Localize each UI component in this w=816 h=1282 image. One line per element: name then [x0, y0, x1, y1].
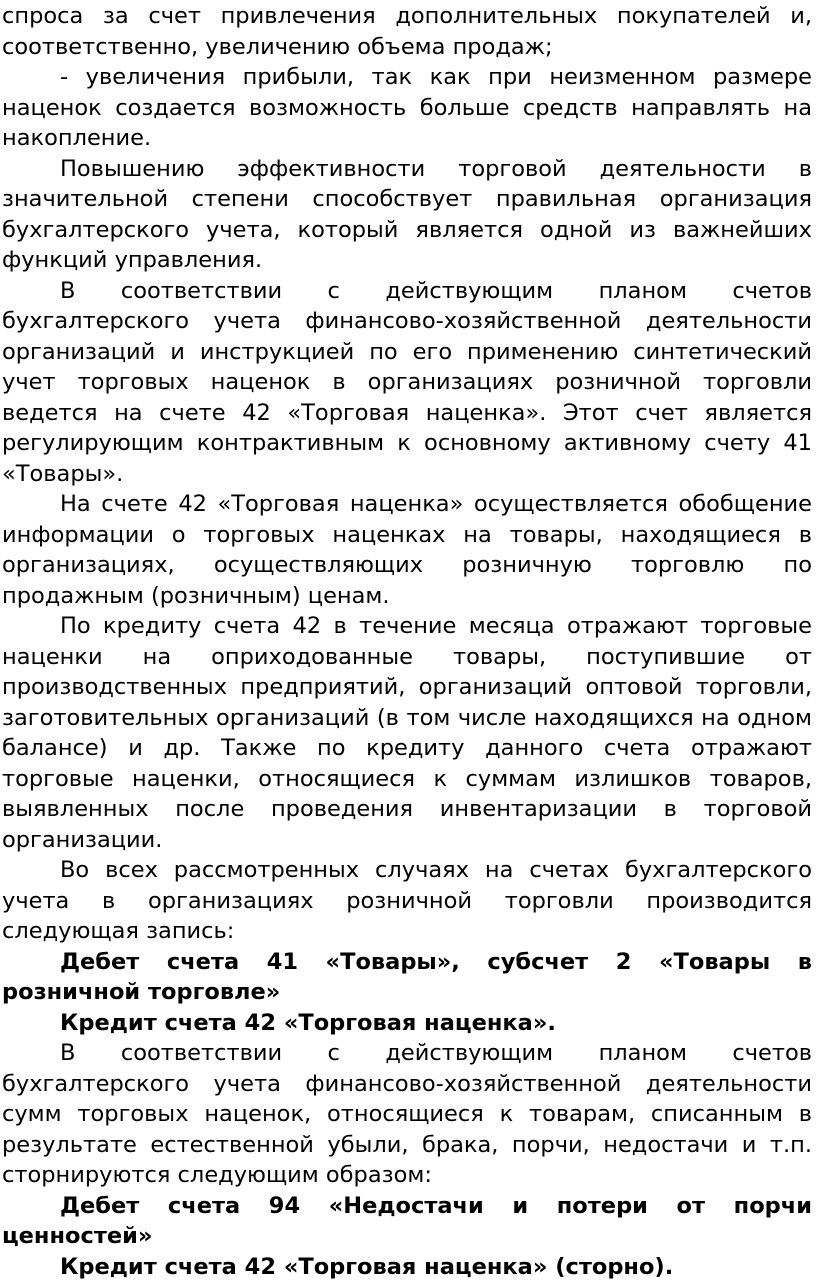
paragraph-generalization: На счете 42 «Торговая наценка» осуществляется обобщение информации о торговых наценках на товары, находящиеся в организациях, осуществляющих розничную торговлю по продажным (розничным) ценам. — [2, 489, 812, 611]
paragraph-credit-entries: По кредиту счета 42 в течение месяца отражают торговые наценки на оприходованные товары, поступившие от производственных предприятий, организаций оптовой торговли, заготовительных организаций (в том числе находящихся на одном балансе) и др. Также по кредиту данного счета отражают торговые наценки, относящиеся к суммам излишков товаров, выявленных после проведения инвентаризации в торговой организации. — [2, 611, 812, 855]
paragraph-entry-intro: Во всех рассмотренных случаях на счетах бухгалтерского учета в организациях розничной торговли производится следующая запись: — [2, 855, 812, 947]
paragraph-storno-intro: В соответствии с действующим планом счетов бухгалтерского учета финансово-хозяйственной деятельности сумм торговых наценок, относящиеся к товарам, списанным в результате естественной убыли, брака, порчи, недостачи и т.п. сторнируются следующим образом: — [2, 1038, 812, 1191]
paragraph-efficiency: Повышению эффективности торговой деятельности в значительной степени способствует правильная организация бухгалтерского учета, который является одной из важнейших функций управления. — [2, 154, 812, 276]
paragraph-continuation: спроса за счет привлечения дополнительных покупателей и, соответственно, увеличению объема продаж; — [2, 1, 812, 62]
entry-debit-41: Дебет счета 41 «Товары», субсчет 2 «Товары в розничной торговле» — [2, 947, 812, 1008]
paragraph-account-42: В соответствии с действующим планом счетов бухгалтерского учета финансово-хозяйственной деятельности организаций и инструкцией по его применению синтетический учет торговых наценок в организациях розничной торговли ведется на счете 42 «Торговая наценка». Этот счет является регулирующим контрактивным к основному активному счету 41 «Товары». — [2, 276, 812, 490]
paragraph-profit-item: - увеличения прибыли, так как при неизменном размере наценок создается возможность больше средств направлять на накопление. — [2, 62, 812, 154]
entry-credit-42: Кредит счета 42 «Торговая наценка». — [2, 1008, 812, 1039]
entry-credit-42-storno: Кредит счета 42 «Торговая наценка» (сторно). — [2, 1252, 812, 1282]
entry-debit-94: Дебет счета 94 «Недостачи и потери от порчи ценностей» — [2, 1191, 812, 1252]
